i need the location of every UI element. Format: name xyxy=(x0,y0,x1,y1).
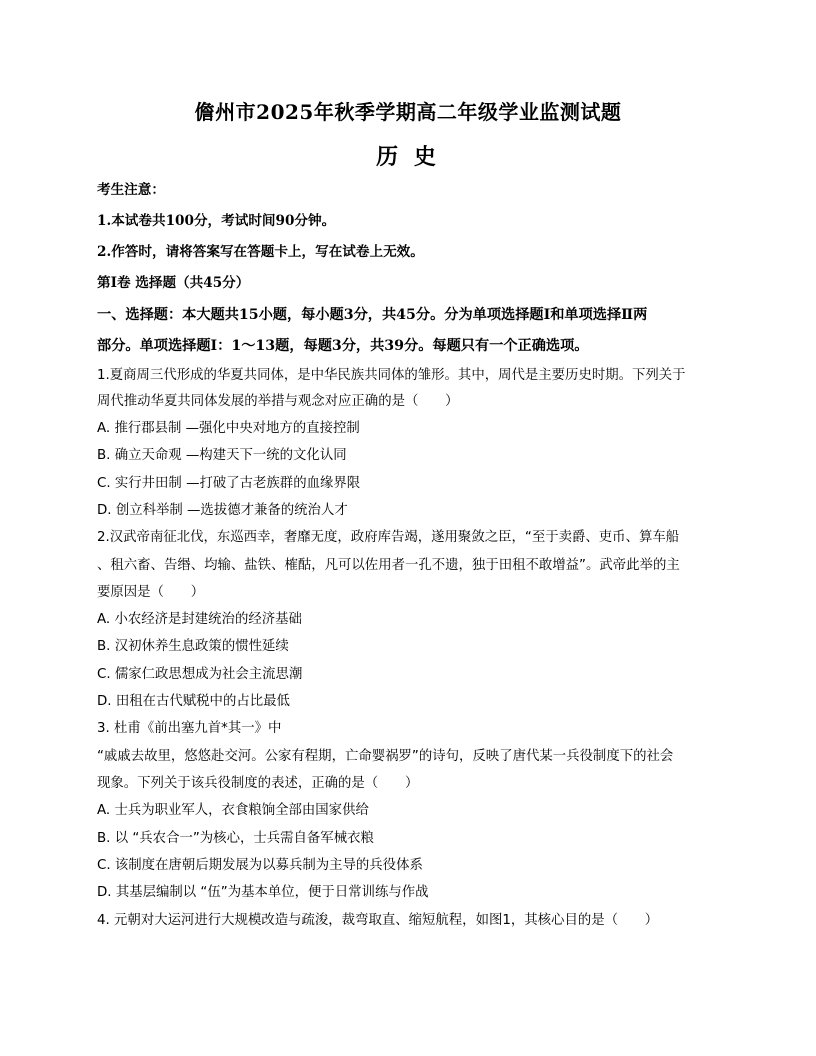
question-stem: 要原因是（ ） xyxy=(97,585,205,600)
question-option: D. 创立科举制 —选拔德才兼备的统治人才 xyxy=(97,503,348,518)
question-option: C. 儒家仁政思想成为社会主流思潮 xyxy=(97,667,303,682)
question-option: C. 该制度在唐朝后期发展为以募兵制为主导的兵役体系 xyxy=(97,858,423,873)
question-option: C. 实行井田制 —打破了古老族群的血缘界限 xyxy=(97,476,361,491)
question-stem: “戚戚去故里，悠悠赴交河。公家有程期，亡命婴祸罗”的诗句，反映了唐代某一兵役制度下的社会 xyxy=(97,749,674,764)
question-stem: 2.汉武帝南征北伐，东巡西幸，奢靡无度，政府库告竭，遂用聚敛之臣，“至于卖爵、吏币、算车船 xyxy=(97,530,680,545)
section-instruction: 一、选择题：本大题共15小题，每小题3分，共45分。分为单项选择题Ⅰ和单项选择Ⅱ两 xyxy=(97,307,648,323)
question-option: B. 以 “兵农合一”为核心，士兵需自备军械衣粮 xyxy=(97,831,374,846)
notice-heading: 考生注意： xyxy=(97,182,165,198)
section-heading: 第Ⅰ卷 选择题（共45分） xyxy=(97,275,250,291)
question-stem: 1.夏商周三代形成的华夏共同体，是中华民族共同体的雏形。其中，周代是主要历史时期。下列关于 xyxy=(97,368,686,383)
question-option: A. 小农经济是封建统治的经济基础 xyxy=(97,612,302,627)
question-stem: 4. 元朝对大运河进行大规模改造与疏浚，裁弯取直、缩短航程，如图1，其核心目的是（ ） xyxy=(97,913,659,928)
question-stem: 现象。下列关于该兵役制度的表述，正确的是（ ） xyxy=(97,776,419,791)
notice-item: 1.本试卷共100分，考试时间90分钟。 xyxy=(97,213,336,229)
question-option: B. 汉初休养生息政策的惯性延续 xyxy=(97,639,289,654)
question-option: D. 其基层编制以 “伍”为基本单位，便于日常训练与作战 xyxy=(97,885,429,900)
section-instruction: 部分。单项选择题Ⅰ：1～13题，每题3分，共39分。每题只有一个正确选项。 xyxy=(97,338,589,354)
question-stem: 、租六畜、告缗、均输、盐铁、榷酤，凡可以佐用者一孔不遗，独于田租不敢增益”。武帝此举的主 xyxy=(97,558,680,573)
question-option: D. 田租在古代赋税中的占比最低 xyxy=(97,694,290,709)
subject-title: 历 史 xyxy=(376,144,440,170)
question-stem: 周代推动华夏共同体发展的举措与观念对应正确的是（ ） xyxy=(97,394,459,409)
notice-item: 2.作答时，请将答案写在答题卡上，写在试卷上无效。 xyxy=(97,244,424,260)
question-option: A. 士兵为职业军人，衣食粮饷全部由国家供给 xyxy=(97,803,369,818)
question-option: A. 推行郡县制 —强化中央对地方的直接控制 xyxy=(97,421,360,436)
question-option: B. 确立天命观 —构建天下一统的文化认同 xyxy=(97,448,347,463)
question-stem: 3. 杜甫《前出塞九首*其一》中 xyxy=(97,721,282,736)
exam-title: 儋州市2025年秋季学期高二年级学业监测试题 xyxy=(194,100,622,124)
